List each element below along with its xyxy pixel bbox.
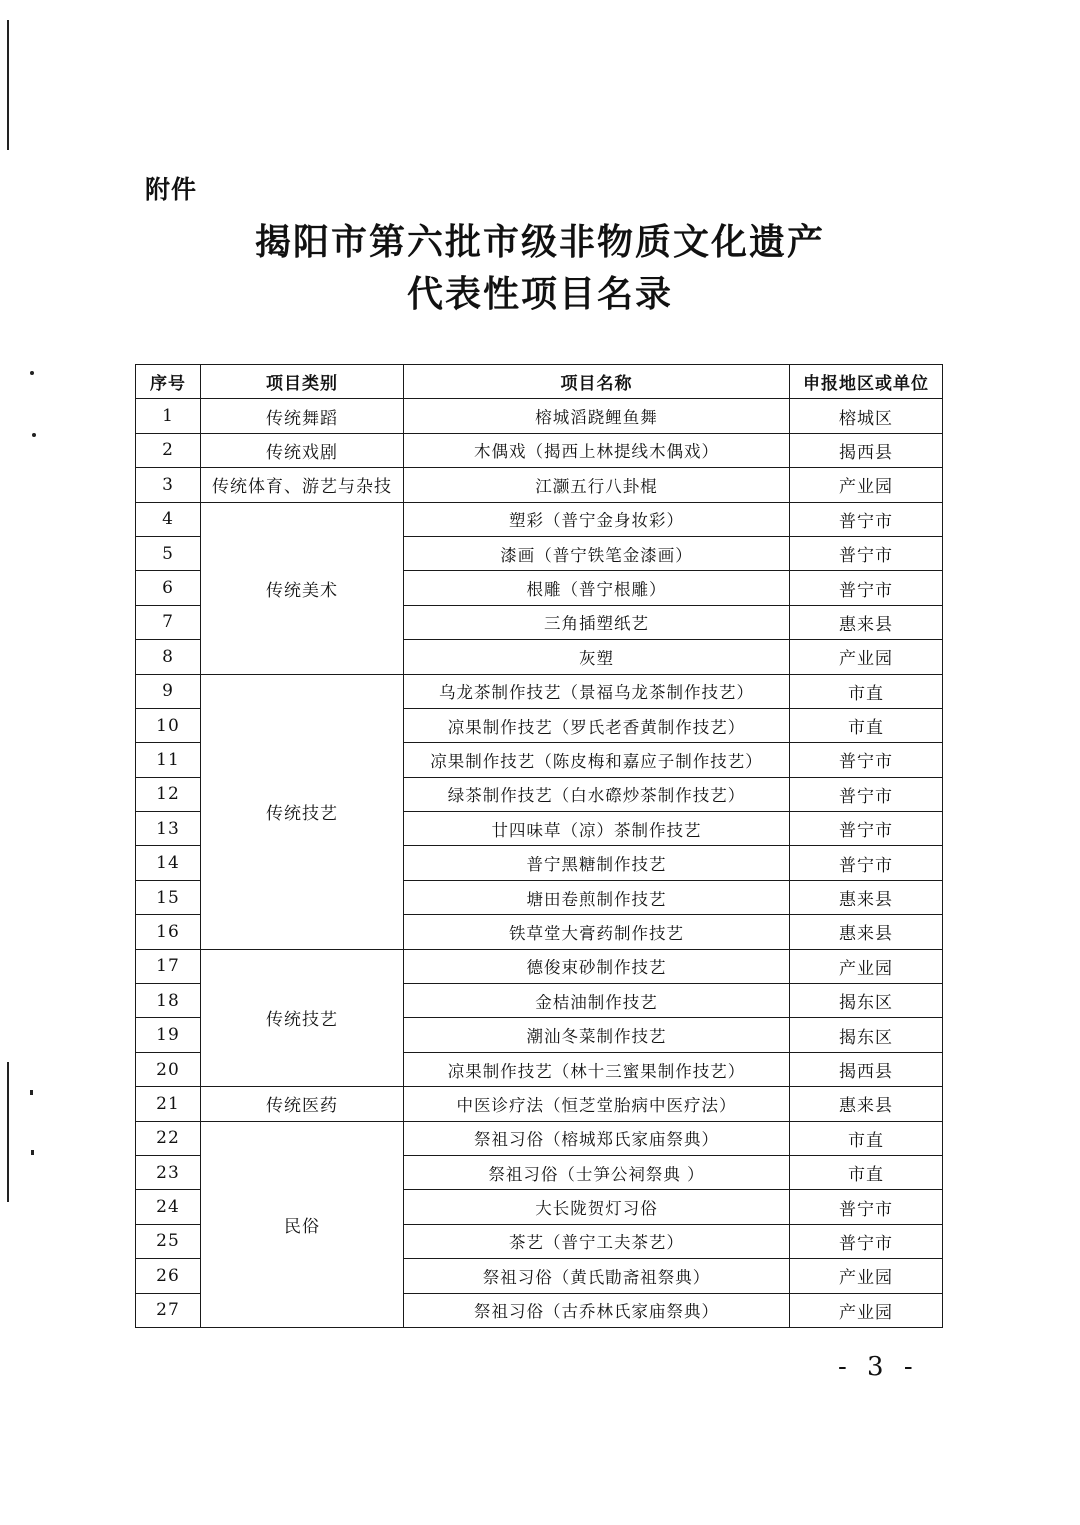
cell-project-name: 金桔油制作技艺 — [404, 984, 790, 1018]
cell-project-name: 乌龙茶制作技艺（景福乌龙茶制作技艺） — [404, 674, 790, 708]
cell-project-name: 塑彩（普宁金身妆彩） — [404, 502, 790, 536]
cell-project-name: 灰塑 — [404, 640, 790, 674]
cell-project-name: 大长陇贺灯习俗 — [404, 1190, 790, 1224]
cell-project-name: 三角插塑纸艺 — [404, 605, 790, 639]
cell-project-name: 普宁黑糖制作技艺 — [404, 846, 790, 880]
cell-serial-number: 21 — [136, 1087, 201, 1121]
header-serial-number: 序号 — [136, 365, 201, 399]
cell-region: 普宁市 — [790, 571, 943, 605]
scan-edge-line-bottom — [7, 1062, 9, 1202]
cell-region: 惠来县 — [790, 915, 943, 949]
cell-region: 揭东区 — [790, 1018, 943, 1052]
cell-region: 产业园 — [790, 1293, 943, 1327]
cell-project-name: 漆画（普宁铁笔金漆画） — [404, 536, 790, 570]
cell-project-name: 中医诊疗法（恒芝堂胎病中医疗法） — [404, 1087, 790, 1121]
cell-region: 普宁市 — [790, 1224, 943, 1258]
scan-dot — [31, 1150, 34, 1155]
cell-serial-number: 18 — [136, 984, 201, 1018]
cell-project-name: 铁草堂大膏药制作技艺 — [404, 915, 790, 949]
scan-dot — [30, 371, 34, 375]
cell-serial-number: 27 — [136, 1293, 201, 1327]
cell-project-name: 凉果制作技艺（陈皮梅和嘉应子制作技艺） — [404, 743, 790, 777]
cell-region: 惠来县 — [790, 1087, 943, 1121]
cell-category: 传统舞蹈 — [201, 399, 404, 433]
scan-dot — [32, 433, 36, 437]
cell-project-name: 祭祖习俗（士笋公祠祭典 ） — [404, 1155, 790, 1189]
cell-serial-number: 1 — [136, 399, 201, 433]
cell-category: 民俗 — [201, 1121, 404, 1327]
cell-region: 揭西县 — [790, 1052, 943, 1086]
cell-region: 普宁市 — [790, 502, 943, 536]
header-region: 申报地区或单位 — [790, 365, 943, 399]
table-row — [136, 399, 943, 433]
cell-serial-number: 20 — [136, 1052, 201, 1086]
table-row — [136, 1121, 943, 1155]
cell-project-name: 凉果制作技艺（林十三蜜果制作技艺） — [404, 1052, 790, 1086]
cell-region: 揭西县 — [790, 433, 943, 467]
cell-project-name: 江灏五行八卦棍 — [404, 468, 790, 502]
cell-serial-number: 13 — [136, 812, 201, 846]
cell-region: 普宁市 — [790, 536, 943, 570]
cell-project-name: 廿四味草（凉）茶制作技艺 — [404, 812, 790, 846]
attachment-label: 附件 — [145, 175, 198, 204]
document-title-line-1: 揭阳市第六批市级非物质文化遗产 — [254, 222, 825, 263]
header-project-name: 项目名称 — [404, 365, 790, 399]
table-body — [136, 399, 943, 1328]
cell-serial-number: 7 — [136, 605, 201, 639]
cell-region: 普宁市 — [790, 777, 943, 811]
table-row — [136, 674, 943, 708]
header-category: 项目类别 — [201, 365, 404, 399]
cell-category: 传统技艺 — [201, 949, 404, 1087]
cell-serial-number: 22 — [136, 1121, 201, 1155]
cell-project-name: 塘田卷煎制作技艺 — [404, 880, 790, 914]
cell-serial-number: 9 — [136, 674, 201, 708]
cell-project-name: 德俊束砂制作技艺 — [404, 949, 790, 983]
cell-category: 传统戏剧 — [201, 433, 404, 467]
cell-project-name: 木偶戏（揭西上林提线木偶戏） — [404, 433, 790, 467]
cell-region: 市直 — [790, 674, 943, 708]
cell-serial-number: 16 — [136, 915, 201, 949]
cell-project-name: 绿茶制作技艺（白水磜炒茶制作技艺） — [404, 777, 790, 811]
cell-serial-number: 17 — [136, 949, 201, 983]
scan-edge-line-top — [7, 20, 9, 150]
cell-project-name: 凉果制作技艺（罗氏老香黄制作技艺） — [404, 708, 790, 742]
cell-project-name: 祭祖习俗（古乔林氏家庙祭典） — [404, 1293, 790, 1327]
cell-category: 传统体育、游艺与杂技 — [201, 468, 404, 502]
cell-serial-number: 19 — [136, 1018, 201, 1052]
scan-dot — [30, 1090, 33, 1095]
cell-region: 产业园 — [790, 640, 943, 674]
table-row — [136, 468, 943, 502]
cell-region: 揭东区 — [790, 984, 943, 1018]
cell-region: 普宁市 — [790, 1190, 943, 1224]
cell-serial-number: 14 — [136, 846, 201, 880]
table-header-row — [136, 365, 943, 399]
cell-region: 普宁市 — [790, 846, 943, 880]
document-title-line-2: 代表性项目名录 — [406, 274, 673, 315]
cell-region: 产业园 — [790, 1259, 943, 1293]
cell-region: 市直 — [790, 1121, 943, 1155]
cell-serial-number: 10 — [136, 708, 201, 742]
cell-region: 普宁市 — [790, 743, 943, 777]
table-row — [136, 502, 943, 536]
cell-serial-number: 12 — [136, 777, 201, 811]
cell-category: 传统医药 — [201, 1087, 404, 1121]
cell-project-name: 根雕（普宁根雕） — [404, 571, 790, 605]
cell-project-name: 茶艺（普宁工夫茶艺） — [404, 1224, 790, 1258]
cell-region: 惠来县 — [790, 605, 943, 639]
cell-serial-number: 15 — [136, 880, 201, 914]
table-row — [136, 949, 943, 983]
cell-serial-number: 26 — [136, 1259, 201, 1293]
cell-serial-number: 4 — [136, 502, 201, 536]
cell-serial-number: 8 — [136, 640, 201, 674]
cell-category: 传统美术 — [201, 502, 404, 674]
cell-serial-number: 2 — [136, 433, 201, 467]
cell-project-name: 榕城滔跷鲤鱼舞 — [404, 399, 790, 433]
cell-serial-number: 5 — [136, 536, 201, 570]
cell-serial-number: 11 — [136, 743, 201, 777]
cell-serial-number: 3 — [136, 468, 201, 502]
table-row — [136, 433, 943, 467]
cell-serial-number: 25 — [136, 1224, 201, 1258]
cell-region: 榕城区 — [790, 399, 943, 433]
cell-category: 传统技艺 — [201, 674, 404, 949]
cell-region: 产业园 — [790, 468, 943, 502]
cell-project-name: 祭祖习俗（黄氏勖斋祖祭典） — [404, 1259, 790, 1293]
page-number: - 3 - — [838, 1352, 919, 1382]
cell-region: 市直 — [790, 708, 943, 742]
table-row — [136, 1087, 943, 1121]
cell-serial-number: 24 — [136, 1190, 201, 1224]
cell-region: 市直 — [790, 1155, 943, 1189]
cell-serial-number: 23 — [136, 1155, 201, 1189]
cell-project-name: 祭祖习俗（榕城郑氏家庙祭典） — [404, 1121, 790, 1155]
cell-serial-number: 6 — [136, 571, 201, 605]
cell-region: 惠来县 — [790, 880, 943, 914]
cell-region: 产业园 — [790, 949, 943, 983]
heritage-registry-table — [135, 364, 943, 1328]
cell-region: 普宁市 — [790, 812, 943, 846]
cell-project-name: 潮汕冬菜制作技艺 — [404, 1018, 790, 1052]
